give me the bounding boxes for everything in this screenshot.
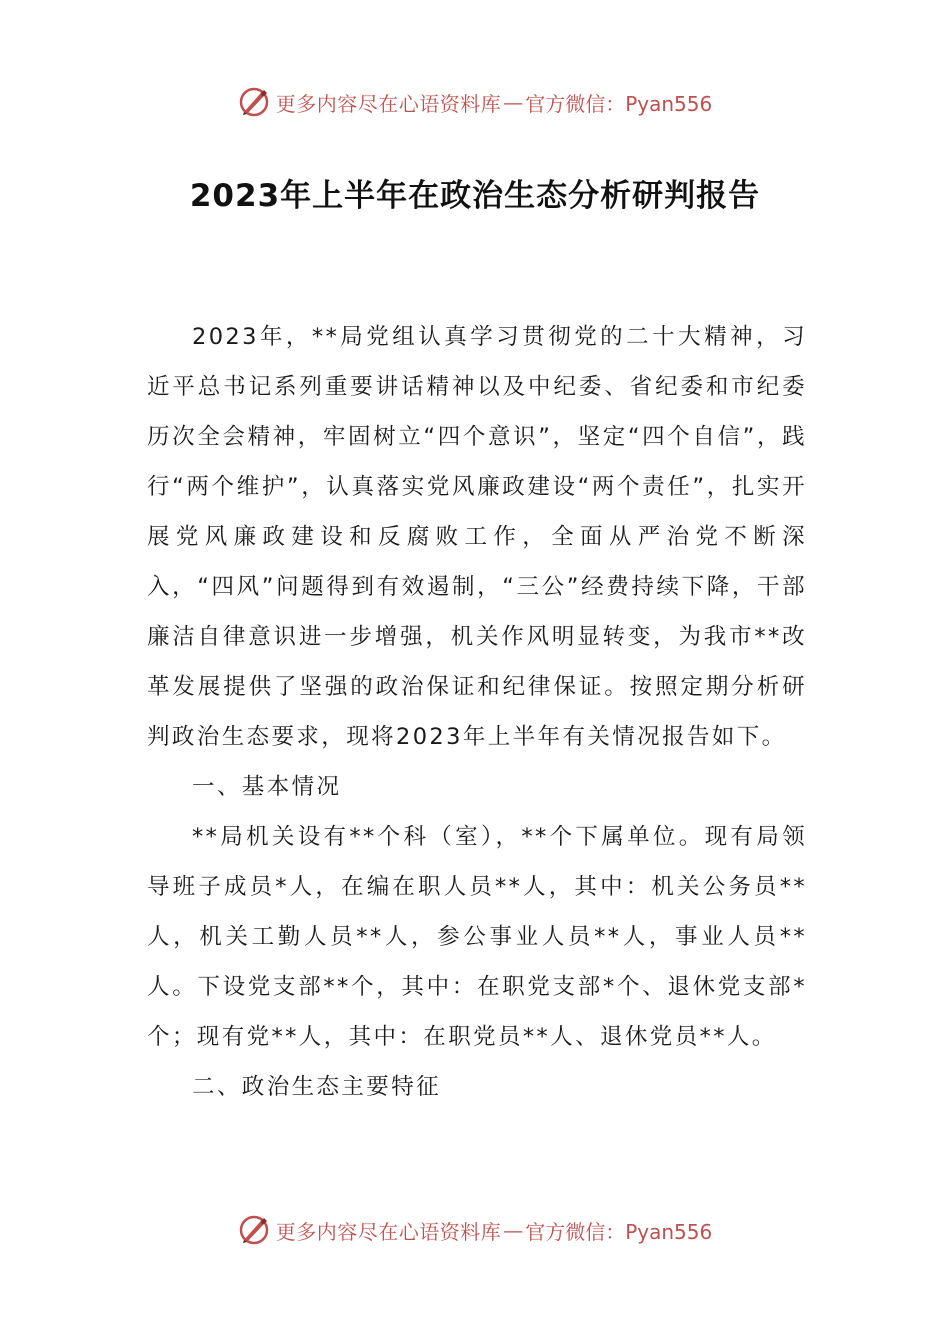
banner-separator: — (503, 90, 524, 114)
banner-text: 更多内容尽在心语资料库 (275, 91, 502, 116)
document-title: 2023年上半年在政治生态分析研判报告 (189, 178, 761, 214)
section-heading-features: 二、政治生态主要特征 (192, 1074, 442, 1100)
intro-paragraph: 2023年，**局党组认真学习贯彻党的二十大精神，习近平总书记系列重要讲话精神以及中纪委、省纪委和市纪委历次全会精神，牢固树立“四个意识”，坚定“四个自信”，践行“两个维护”，认真落实党风廉政建设“两个责任”，扎实开展党风廉政建设和反腐败工作，全面从严治党不断深入，“四风”问题得到有效遏制，“三公”经费持续下降，干部廉洁自律意识进一步增强，机关作风明显转变，为我市**改革发展提供了坚强的政治保证和纪律保证。按照定期分析研判政治生态要求，现将2023年上半年有关情况报告如下。 (147, 324, 807, 750)
footer-banner (0, 1210, 950, 1250)
banner-separator: — (503, 1218, 524, 1242)
header-banner (0, 82, 950, 122)
document-body (147, 312, 807, 1112)
banner-text: 更多内容尽在心语资料库 (275, 1219, 502, 1244)
pen-logo-icon (238, 86, 270, 118)
banner-wechat: 官方微信：Pyan556 (525, 91, 713, 116)
section-heading-basic: 一、基本情况 (192, 774, 342, 800)
banner-wechat: 官方微信：Pyan556 (525, 1219, 713, 1244)
basic-info-paragraph: **局机关设有**个科（室），**个下属单位。现有局领导班子成员*人，在编在职人员**人，其中：机关公务员**人，机关工勤人员**人，参公事业人员**人，事业人员**人。下设党支部**个，其中：在职党支部*个、退休党支部*个；现有党**人，其中：在职党员**人、退休党员**人。 (147, 824, 807, 1050)
pen-logo-icon (238, 1214, 270, 1246)
